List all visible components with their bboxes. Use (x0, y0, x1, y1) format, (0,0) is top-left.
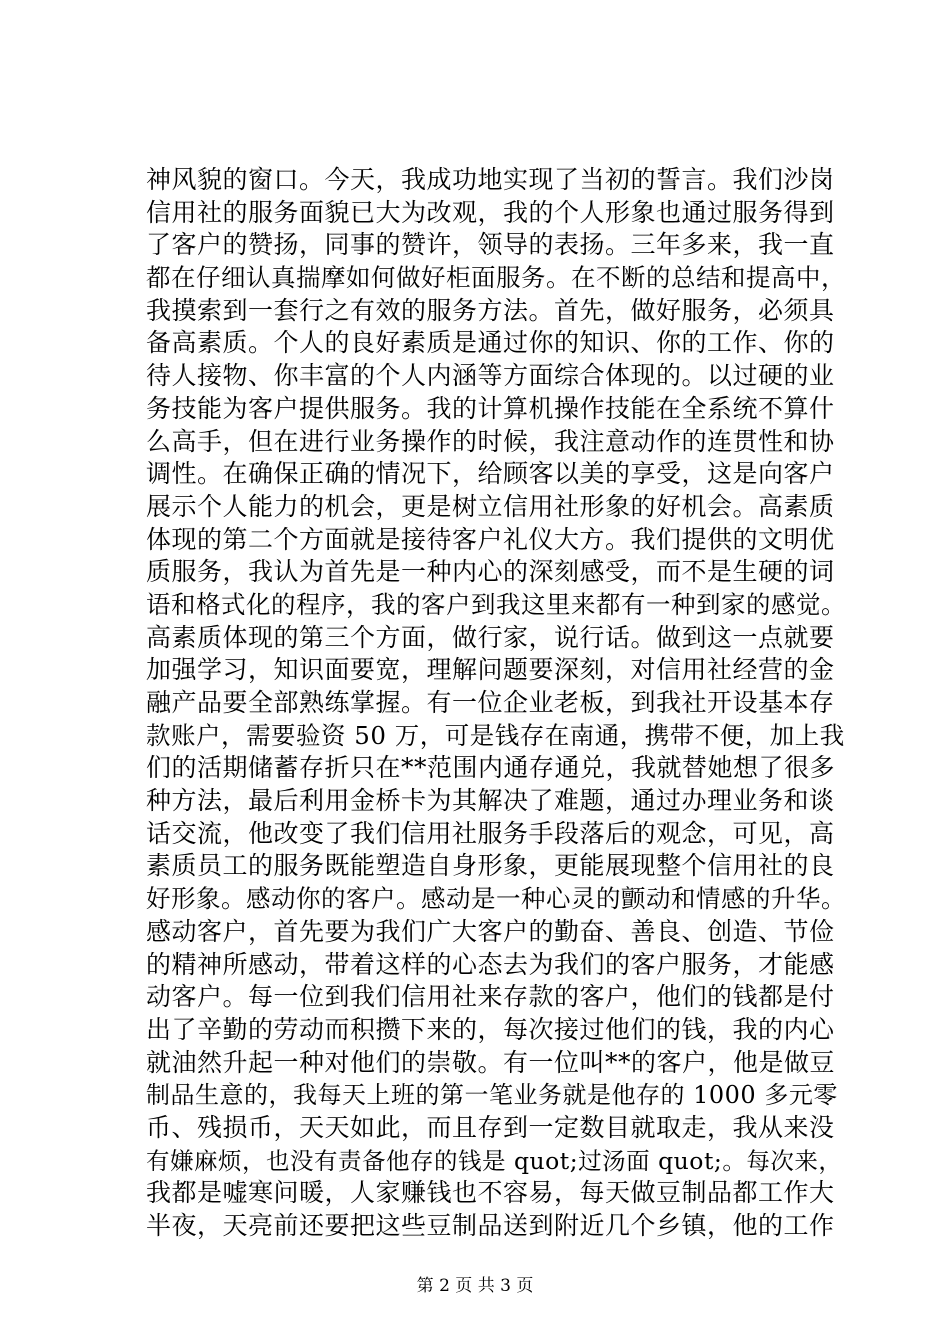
text-line: 么高手，但在进行业务操作的时候，我注意动作的连贯性和协 (146, 426, 835, 456)
text-line: 话交流，他改变了我们信用社服务手段落后的观念，可见，高 (146, 818, 835, 848)
text-line: 好形象。感动你的客户。感动是一种心灵的颤动和情感的升华。 (146, 884, 846, 914)
text-line: 质服务，我认为首先是一种内心的深刻感受，而不是生硬的词 (146, 557, 835, 587)
text-line: 款账户，需要验资 50 万，可是钱存在南通，携带不便，加上我 (146, 720, 845, 750)
text-line: 的精神所感动，带着这样的心态去为我们的客户服务，才能感 (146, 949, 835, 979)
text-line: 们的活期储蓄存折只在**范围内通存通兑，我就替她想了很多 (146, 753, 836, 783)
text-line: 待人接物、你丰富的个人内涵等方面综合体现的。以过硬的业 (146, 361, 835, 391)
text-line: 感动客户，首先要为我们广大客户的勤奋、善良、创造、节俭 (146, 916, 835, 946)
text-line: 制品生意的，我每天上班的第一笔业务就是他存的 1000 多元零 (146, 1081, 838, 1110)
text-line: 务技能为客户提供服务。我的计算机操作技能在全系统不算什 (146, 393, 835, 423)
text-line: 融产品要全部熟练掌握。有一位企业老板，到我社开设基本存 (146, 688, 835, 717)
text-line: 我摸索到一套行之有效的服务方法。首先，做好服务，必须具 (146, 295, 835, 325)
text-line: 出了辛勤的劳动而积攒下来的，每次接过他们的钱，我的内心 (146, 1014, 835, 1044)
text-line: 语和格式化的程序，我的客户到我这里来都有一种到家的感觉。 (146, 589, 846, 619)
text-line: 种方法，最后利用金桥卡为其解决了难题，通过办理业务和谈 (146, 786, 835, 816)
text-line: 我都是嘘寒问暖，人家赚钱也不容易，每天做豆制品都工作大 (146, 1178, 835, 1208)
text-line: 币、残损币，天天如此，而且存到一定数目就取走，我从来没 (146, 1112, 835, 1142)
text-line: 调性。在确保正确的情况下，给顾客以美的享受，这是向客户 (146, 459, 835, 489)
body-text (146, 164, 846, 1243)
text-line: 加强学习，知识面要宽，理解问题要深刻，对信用社经营的金 (146, 655, 835, 685)
text-line: 展示个人能力的机会，更是树立信用社形象的好机会。高素质 (146, 491, 835, 521)
text-line: 有嫌麻烦，也没有责备他存的钱是 quot;过汤面 quot;。每次来， (146, 1146, 843, 1175)
text-line: 素质员工的服务既能塑造自身形象，更能展现整个信用社的良 (146, 851, 835, 881)
text-line: 动客户。每一位到我们信用社来存款的客户，他们的钱都是付 (146, 982, 835, 1012)
text-line: 神风貌的窗口。今天，我成功地实现了当初的誓言。我们沙岗 (146, 165, 835, 194)
text-line: 高素质体现的第三个方面，做行家，说行话。做到这一点就要 (146, 622, 835, 652)
page-footer: 第 2 页 共 3 页 (416, 1276, 534, 1296)
text-line: 信用社的服务面貌已大为改观，我的个人形象也通过服务得到 (146, 197, 835, 227)
text-line: 半夜，天亮前还要把这些豆制品送到附近几个乡镇，他的工作 (146, 1211, 835, 1240)
text-line: 备高素质。个人的良好素质是通过你的知识、你的工作、你的 (146, 328, 835, 358)
text-line: 就油然升起一种对他们的崇敬。有一位叫**的客户，他是做豆 (146, 1047, 836, 1077)
text-line: 体现的第二个方面就是接待客户礼仪大方。我们提供的文明优 (146, 524, 835, 554)
text-line: 了客户的赞扬，同事的赞许，领导的表扬。三年多来，我一直 (146, 230, 835, 260)
text-line: 都在仔细认真揣摩如何做好柜面服务。在不断的总结和提高中， (146, 263, 846, 293)
